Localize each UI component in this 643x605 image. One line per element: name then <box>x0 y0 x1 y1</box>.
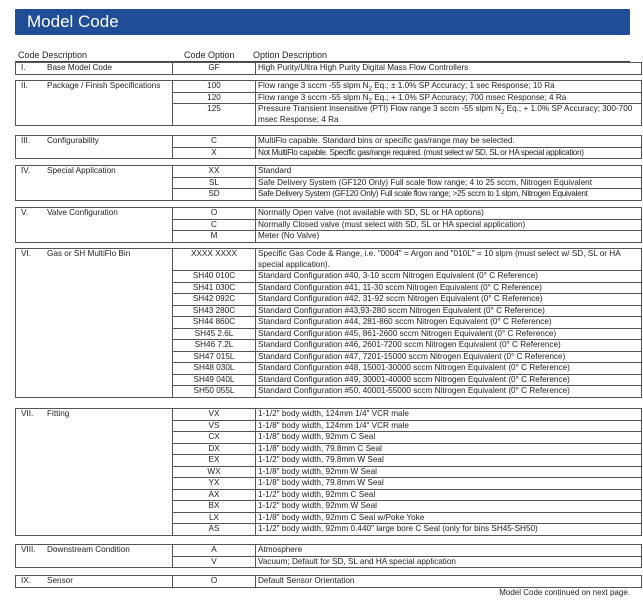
code-option: YX <box>173 478 256 490</box>
option-description: Standard Configuration #46, 2601-7200 sccm Nitrogen Equivalent (0° C Reference) <box>256 340 642 352</box>
option-description: 1-1/2" body width, 92mm 0.440" large bore C Seal (only for bins SH45-SH50) <box>256 524 642 536</box>
option-description: 1-1/8" body width, 79.8mm C Seal <box>256 443 642 455</box>
section-label: VII. Fitting <box>16 409 173 536</box>
option-description: 1-1/2" body width, 92mm C Seal <box>256 489 642 501</box>
option-description: Standard <box>256 166 642 178</box>
code-option: SH42 092C <box>173 294 256 306</box>
option-description: Flow range 3 sccm -55 slpm $N_2$ Eq.; ± 1.0% SP Accuracy; 1 sec Response; 10 Ra <box>256 81 642 93</box>
option-description: Atmosphere <box>256 545 642 557</box>
option-description: 1-1/8" body width, 92mm W Seal <box>256 466 642 478</box>
option-description: Not MultiFlo capable. Specific gas/range required. (must select w/ SD, SL or HA special application) <box>256 147 642 159</box>
option-description: Specific Gas Code & Range, i.e. "0004" = Argon and "010L" = 10 slpm (must select w/ SD, SL or HA special application). <box>256 249 642 271</box>
code-option: SH44 860C <box>173 317 256 329</box>
option-description: 1-1/2" body width, 79.8mm W Seal <box>256 455 642 467</box>
table-row <box>16 576 642 588</box>
table-row <box>16 409 642 421</box>
code-option: AX <box>173 489 256 501</box>
section-downstream-condition <box>15 544 642 568</box>
option-description: Standard Configuration #41, 11-30 sccm Nitrogen Equivalent (0° C Reference) <box>256 282 642 294</box>
option-description: Safe Delivery System (GF120 Only) Full scale flow range; 4 to 25 sccm, Nitrogen Equivalent <box>256 177 642 189</box>
code-option: DX <box>173 443 256 455</box>
code-option: X <box>173 147 256 159</box>
section-label: II. Package / Finish Specifications <box>16 81 173 126</box>
table-row <box>16 545 642 557</box>
section-label: III. Configurability <box>16 136 173 159</box>
code-option: VX <box>173 409 256 421</box>
code-option: SH46 7.2L <box>173 340 256 352</box>
code-option: SH40 010C <box>173 271 256 283</box>
option-description: Standard Configuration #48, 15001-30000 sccm Nitrogen Equivalent (0° C Reference) <box>256 363 642 375</box>
option-description: Meter (No Valve) <box>256 231 642 243</box>
code-option: AS <box>173 524 256 536</box>
option-description: Standard Configuration #43,93-280 sccm Nitrogen Equivalent (0° C Reference) <box>256 305 642 317</box>
code-option: BX <box>173 501 256 513</box>
code-option: O <box>173 208 256 220</box>
option-description: Normally Closed valve (must select with SD, SL or HA special application) <box>256 219 642 231</box>
code-option: C <box>173 219 256 231</box>
option-description: 1-1/8" body width, 92mm C Seal w/Poke Yoke <box>256 512 642 524</box>
code-option: SL <box>173 177 256 189</box>
code-option: A <box>173 545 256 557</box>
code-option: V <box>173 556 256 568</box>
code-option: SH47 015L <box>173 351 256 363</box>
header-option-description: Option Description <box>253 50 328 60</box>
code-option: WX <box>173 466 256 478</box>
table-row <box>16 63 642 75</box>
section-label: IV. Special Application <box>16 166 173 201</box>
option-description: 1-1/8" body width, 79.8mm W Seal <box>256 478 642 490</box>
option-description: Standard Configuration #49, 30001-40000 sccm Nitrogen Equivalent (0° C Reference) <box>256 374 642 386</box>
code-option: LX <box>173 512 256 524</box>
code-option: O <box>173 576 256 588</box>
section-label: VI. Gas or SH MultiFlo Bin <box>16 249 173 398</box>
section-valve-configuration <box>15 207 642 243</box>
option-description: Pressure Transient Insensitive (PTI) Flow range 3 sccm -55 slpm $N_2$ Eq.; + 1.0% SP Accuracy; 300-700 msec Response; 4 Ra <box>256 104 642 126</box>
table-row <box>16 136 642 148</box>
code-option: SH41 030C <box>173 282 256 294</box>
code-option: C <box>173 136 256 148</box>
code-option: M <box>173 231 256 243</box>
option-description: High Purity/Ultra High Purity Digital Mass Flow Controllers <box>256 63 642 75</box>
option-description: Flow range 3 sccm -55 slpm $N_2$ Eq.; + 1.0% SP Accuracy; 700 msec Response; 4 Ra <box>256 92 642 104</box>
code-option: GF <box>173 63 256 75</box>
code-option: CX <box>173 432 256 444</box>
option-description: Standard Configuration #50, 40001-55000 sccm Nitrogen Equivalent (0° C Reference) <box>256 386 642 398</box>
code-option: XXXX XXXX <box>173 249 256 271</box>
option-description: Vacuum; Default for SD, SL and HA special application <box>256 556 642 568</box>
header-code-description: Code Description <box>18 50 88 60</box>
option-description: 1-1/8" body width, 124mm 1/4" VCR male <box>256 420 642 432</box>
continued-note: Model Code continued on next page. <box>499 588 630 597</box>
section-configurability <box>15 135 642 159</box>
option-description: Standard Configuration #47, 7201-15000 sccm Nitrogen Equivalent (0° C Reference) <box>256 351 642 363</box>
header-code-option: Code Option <box>184 50 235 60</box>
section-label: V. Valve Configuration <box>16 208 173 243</box>
code-option: SH49 040L <box>173 374 256 386</box>
code-option: SH48 030L <box>173 363 256 375</box>
table-row <box>16 249 642 271</box>
option-description: 1-1/8" body width, 92mm C Seal <box>256 432 642 444</box>
code-option: EX <box>173 455 256 467</box>
option-description: 1-1/2" body width, 124mm 1/4" VCR male <box>256 409 642 421</box>
option-description: Normally Open valve (not available with SD, SL or HA options) <box>256 208 642 220</box>
code-option: SH43 280C <box>173 305 256 317</box>
code-option: SD <box>173 189 256 201</box>
code-option: SH50 055L <box>173 386 256 398</box>
table-row <box>16 81 642 93</box>
option-description: Standard Configuration #42, 31-92 sccm Nitrogen Equivalent (0° C Reference) <box>256 294 642 306</box>
section-label: I. Base Model Code <box>16 63 173 75</box>
section-package-finish <box>15 80 642 126</box>
option-description: Standard Configuration #40, 3-10 sccm Nitrogen Equivalent (0° C Reference) <box>256 271 642 283</box>
page-title: Model Code <box>15 9 630 35</box>
code-option: 120 <box>173 92 256 104</box>
code-option: 100 <box>173 81 256 93</box>
option-description: Default Sensor Orientation <box>256 576 642 588</box>
option-description: 1-1/2" body width, 92mm W Seal <box>256 501 642 513</box>
table-row <box>16 166 642 178</box>
option-description: MultiFlo capable. Standard bins or specific gas/range may be selected. <box>256 136 642 148</box>
code-option: 125 <box>173 104 256 126</box>
section-special-application <box>15 165 642 201</box>
option-description: Safe Delivery System (GF120 Only) Full scale flow range; >25 sccm to 1 slpm, Nitrogen Equivalent <box>256 189 642 201</box>
table-row <box>16 208 642 220</box>
option-description: Standard Configuration #45, 861-2600 sccm Nitrogen Equivalent (0° C Reference) <box>256 328 642 340</box>
section-label: VIII. Downstream Condition <box>16 545 173 568</box>
section-base-model-code <box>15 62 642 75</box>
section-fitting <box>15 408 642 536</box>
code-option: VS <box>173 420 256 432</box>
section-sensor <box>15 575 642 588</box>
code-option: SH45 2.6L <box>173 328 256 340</box>
section-label: IX. Sensor <box>16 576 173 588</box>
code-option: XX <box>173 166 256 178</box>
section-gas-multiflo-bin <box>15 248 642 398</box>
option-description: Standard Configuration #44, 281-860 sccm Nitrogen Equivalent (0° C Reference) <box>256 317 642 329</box>
